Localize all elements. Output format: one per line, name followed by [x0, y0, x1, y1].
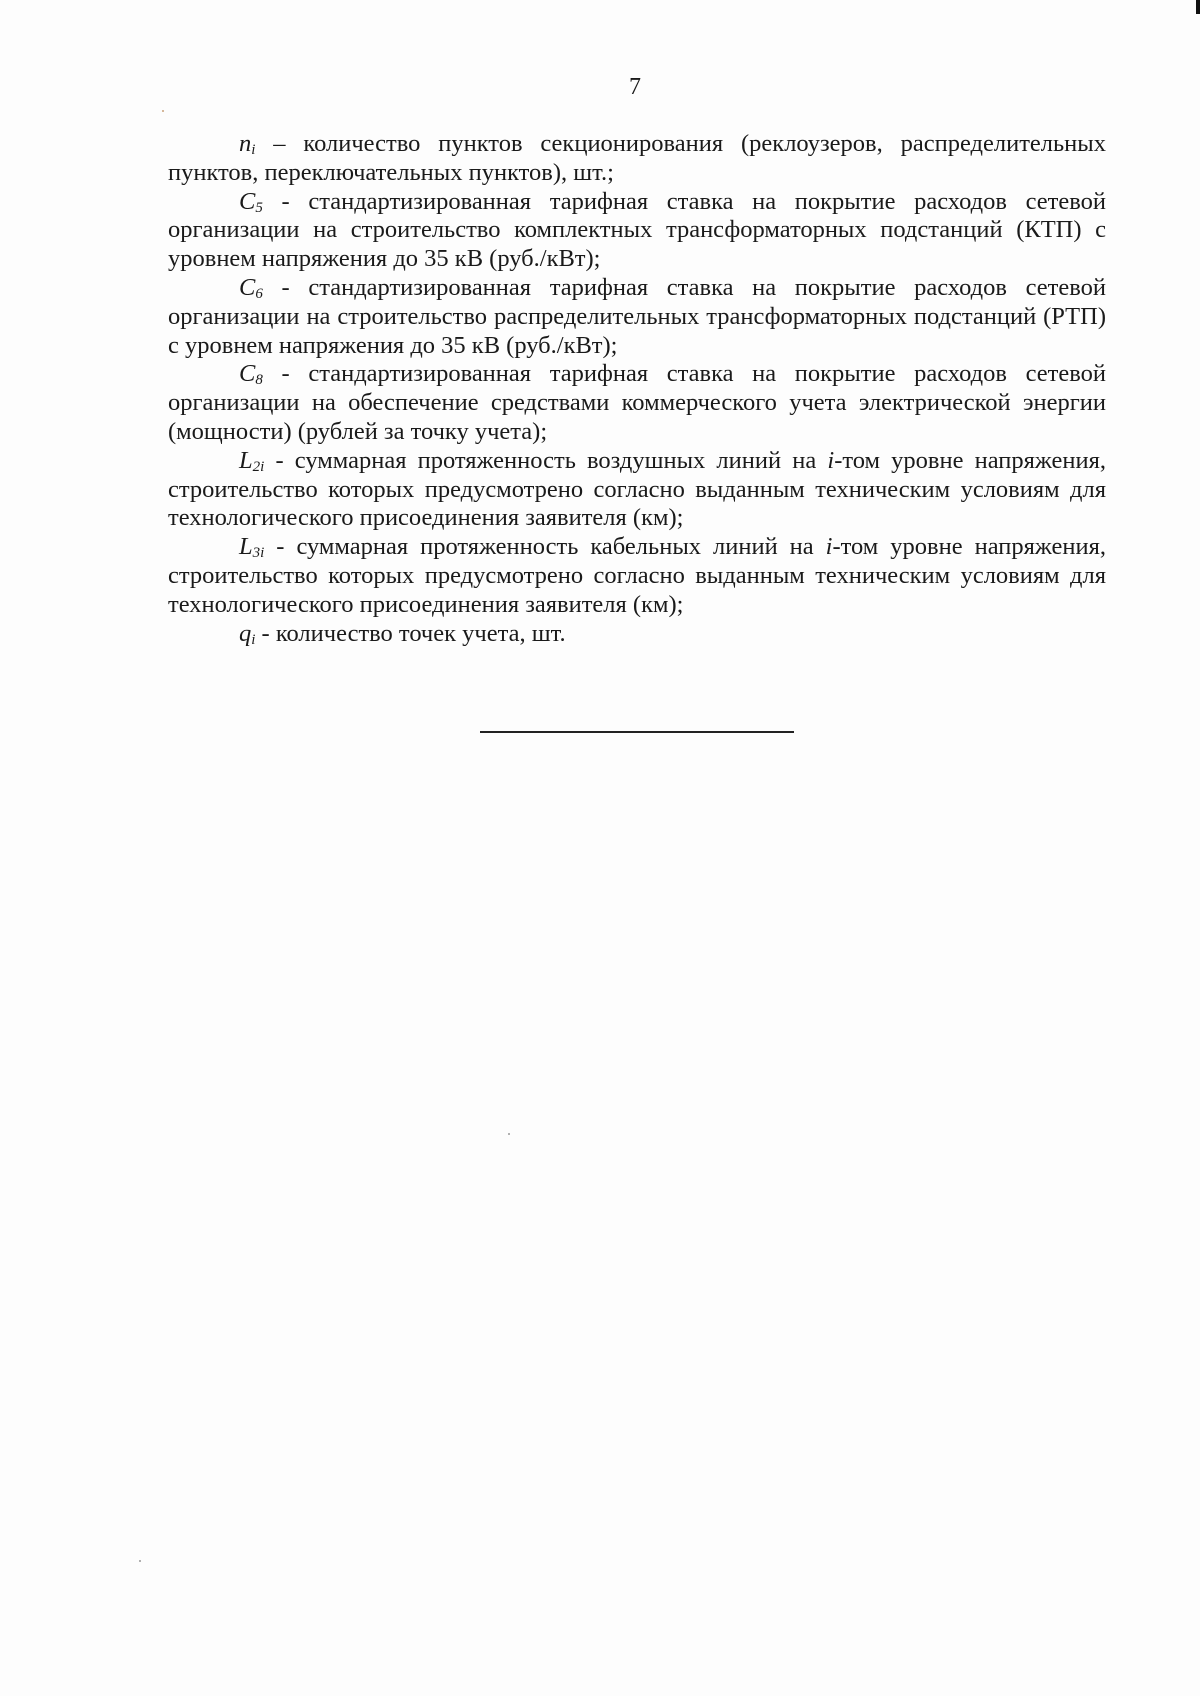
definition-text: стандартизированная тарифная ставка на покрытие расходов сетевой организации на строительство комплектных трансформаторных подстанций (КТП) с уровнем напряжения до 35 кВ (руб./кВт); — [168, 187, 1106, 273]
scan-speck — [508, 1133, 510, 1135]
definition-q-i: $q_i$ - количество точек учета, шт. — [239, 619, 566, 648]
definition-text: количество пунктов секционирования (реклоузеров, распределительных пунктов, переключательных пунктов), шт.; — [168, 130, 1106, 186]
variable-symbol: $C_6$ — [239, 273, 263, 302]
definition-n-i: $n_i$ – количество пунктов секционирования (реклоузеров, распределительных пунктов, переключательных пунктов), шт.; — [168, 130, 1106, 186]
definition-text: стандартизированная тарифная ставка на покрытие расходов сетевой организации на строительство распределительных трансформаторных подстанций (РТП) с уровнем напряжения до 35 кВ (руб./кВт); — [168, 273, 1106, 359]
page-number: 7 — [629, 74, 641, 100]
definition-text: суммарная протяженность кабельных линий на — [296, 533, 826, 561]
definition-text: количество точек учета, шт. — [275, 619, 566, 647]
definition-l2i: $L_{2i}$ - суммарная протяженность воздушных линий на i-том уровне напряжения, строительство которых предусмотрено согласно выданным техническим условиям для технологического присоединения заявителя (км); — [168, 446, 1106, 532]
variable-symbol: $C_8$ — [239, 360, 263, 389]
variable-symbol: $n_i$ — [239, 130, 256, 158]
definition-c8: $C_8$ - стандартизированная тарифная ставка на покрытие расходов сетевой организации на обеспечение средствами коммерческого учета электрической энергии (мощности) (рублей за точку учета); — [168, 360, 1106, 445]
definition-c6: $C_6$ - стандартизированная тарифная ставка на покрытие расходов сетевой организации на строительство распределительных трансформаторных подстанций (РТП) с уровнем напряжения до 35 кВ (руб./кВт); — [168, 273, 1106, 359]
definition-c5: $C_5$ - стандартизированная тарифная ставка на покрытие расходов сетевой организации на строительство комплектных трансформаторных подстанций (КТП) с уровнем напряжения до 35 кВ (руб./кВт); — [168, 187, 1106, 273]
scan-speck — [162, 110, 164, 112]
scan-edge-mark — [1196, 0, 1200, 14]
variable-symbol: $L_{3i}$ — [239, 533, 265, 562]
definition-text: стандартизированная тарифная ставка на покрытие расходов сетевой организации на обеспечение средствами коммерческого учета электрической энергии (мощности) (рублей за точку учета); — [168, 360, 1106, 445]
end-of-document-rule — [480, 731, 794, 733]
variable-symbol: $q_i$ — [239, 619, 256, 648]
definition-text: суммарная протяженность воздушных линий на — [294, 446, 828, 474]
definition-l3i: $L_{3i}$ - суммарная протяженность кабельных линий на i-том уровне напряжения, строительство которых предусмотрено согласно выданным техническим условиям для технологического присоединения заявителя (км); — [168, 533, 1106, 618]
definitions-list — [168, 130, 1106, 648]
variable-symbol: $L_{2i}$ — [239, 446, 265, 475]
scan-speck — [139, 1560, 141, 1562]
variable-symbol: $C_5$ — [239, 187, 263, 216]
